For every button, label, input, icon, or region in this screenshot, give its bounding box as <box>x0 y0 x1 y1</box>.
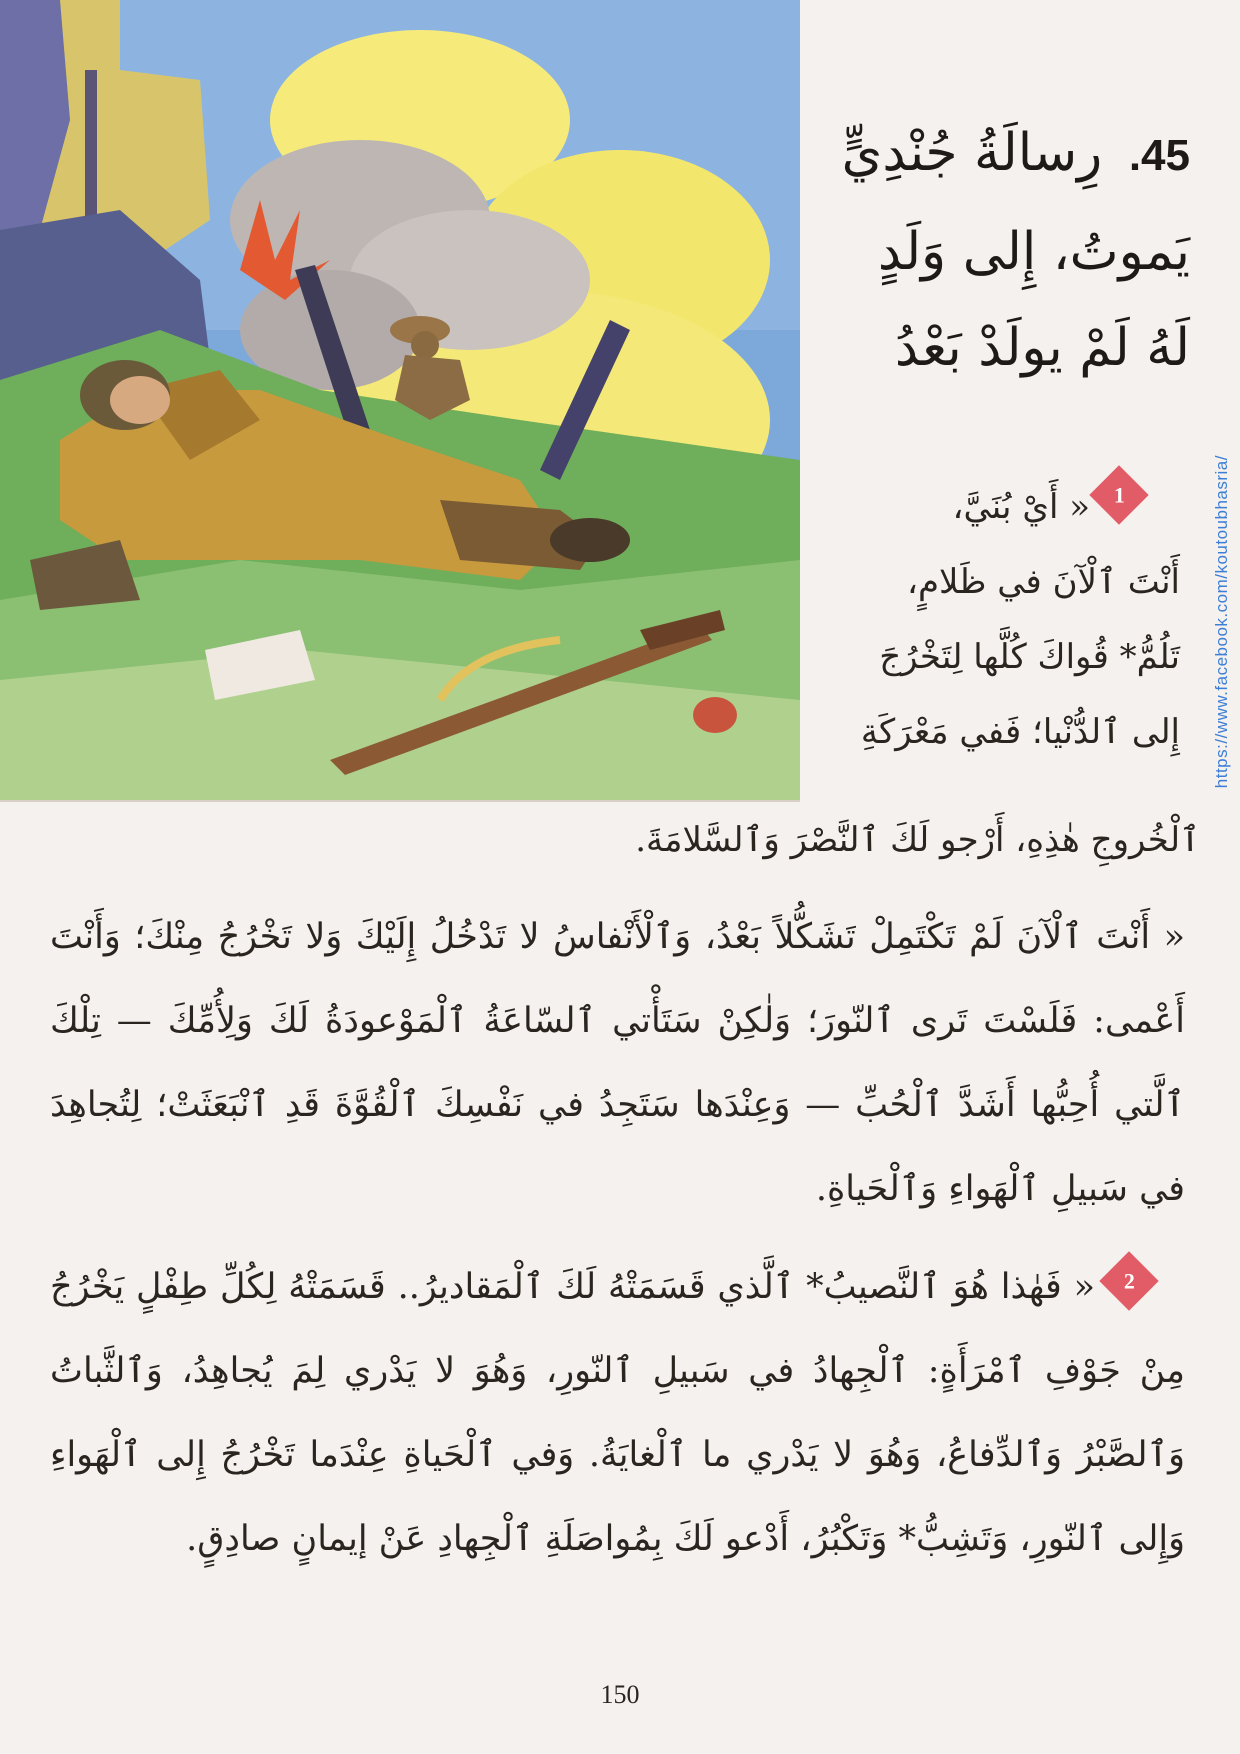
poem-line-2: أَنْتَ ٱلْآنَ في ظَلامٍ، <box>907 562 1180 602</box>
paragraph-2 <box>50 1245 1185 1581</box>
title-line-3: لَهُ لَمْ يولَدْ بَعْدُ <box>894 318 1190 378</box>
lesson-title <box>810 105 1190 396</box>
title-line-1 <box>810 105 1190 204</box>
poem-line-4: إِلى ٱلدُّنْيا؛ فَفي مَعْرَكَةِ <box>860 712 1180 752</box>
poem-line-1: « أَيْ بُنَيَّ، <box>952 487 1090 527</box>
title-text-1: رِسالَةُ جُنْدِيٍّ <box>841 123 1103 183</box>
page-number: 150 <box>600 1680 640 1709</box>
title-line-2: يَموتُ، إِلى وَلَدٍ <box>877 222 1190 282</box>
soldier-illustration <box>0 0 800 802</box>
section-marker-1-label: 1 <box>1113 482 1125 507</box>
section-marker-2-label: 2 <box>1123 1268 1135 1293</box>
facebook-link[interactable]: https://www.facebook.com/koutoubhasria/ <box>1212 455 1231 789</box>
lesson-number: 45. <box>1128 131 1190 180</box>
opening-closing-line: ٱلْخُروجِ هٰذِهِ، أَرْجو لَكَ ٱلنَّصْرَ وَٱلسَّلامَةَ. <box>635 820 1200 860</box>
paragraph-1: « أَنْتَ ٱلْآنَ لَمْ تَكْتَمِلْ تَشَكُّلاً بَعْدُ، وَٱلْأَنْفاسُ لا تَدْخُلُ إِلَيْكَ وَلا تَخْرُجُ مِنْكَ؛ وَأَنْتَ أَعْمى: فَلَسْتَ تَرى ٱلنّورَ؛ وَلٰكِنْ سَتَأْتي ٱلسّاعَةُ ٱلْمَوْعودَةُ لَكَ وَلِأُمِّكَ — تِلْكَ ٱلَّتي أُحِبُّها أَشَدَّ ٱلْحُبِّ — وَعِنْدَها سَتَجِدُ في نَفْسِكَ ٱلْقُوَّةَ قَدِ ٱنْبَعَثَتْ؛ لِتُجاهِدَ في سَبيلِ ٱلْهَواءِ وَٱلْحَياةِ. <box>50 917 1185 1209</box>
poem-line-3: تَلُمُّ* قُواكَ كُلَّها لِتَخْرُجَ <box>879 637 1180 677</box>
paragraph-2-text: « فَهٰذا هُوَ ٱلنَّصيبُ* ٱلَّذي قَسَمَتْهُ لَكَ ٱلْمَقاديرُ.. قَسَمَتْهُ لِكُلِّ طِفْلٍ يَخْرُجُ مِنْ جَوْفِ ٱمْرَأَةٍ: ٱلْجِهادُ في سَبيلِ ٱلنّورِ، وَهُوَ لا يَدْري لِمَ يُجاهِدُ، وَٱلثَّباتُ وَٱلصَّبْرُ وَٱلدِّفاعُ، وَهُوَ لا يَدْري ما ٱلْغايَةُ. وَفي ٱلْحَياةِ عِنْدَما تَخْرُجُ إِلى ٱلْهَواءِ وَإِلى ٱلنّورِ، وَتَشِبُّ* وَتَكْبُرُ، أَدْعو لَكَ بِمُواصَلَةِ ٱلْجِهادِ عَنْ إيمانٍ صادِقٍ. <box>50 1267 1185 1559</box>
opening-lines <box>780 470 1180 770</box>
